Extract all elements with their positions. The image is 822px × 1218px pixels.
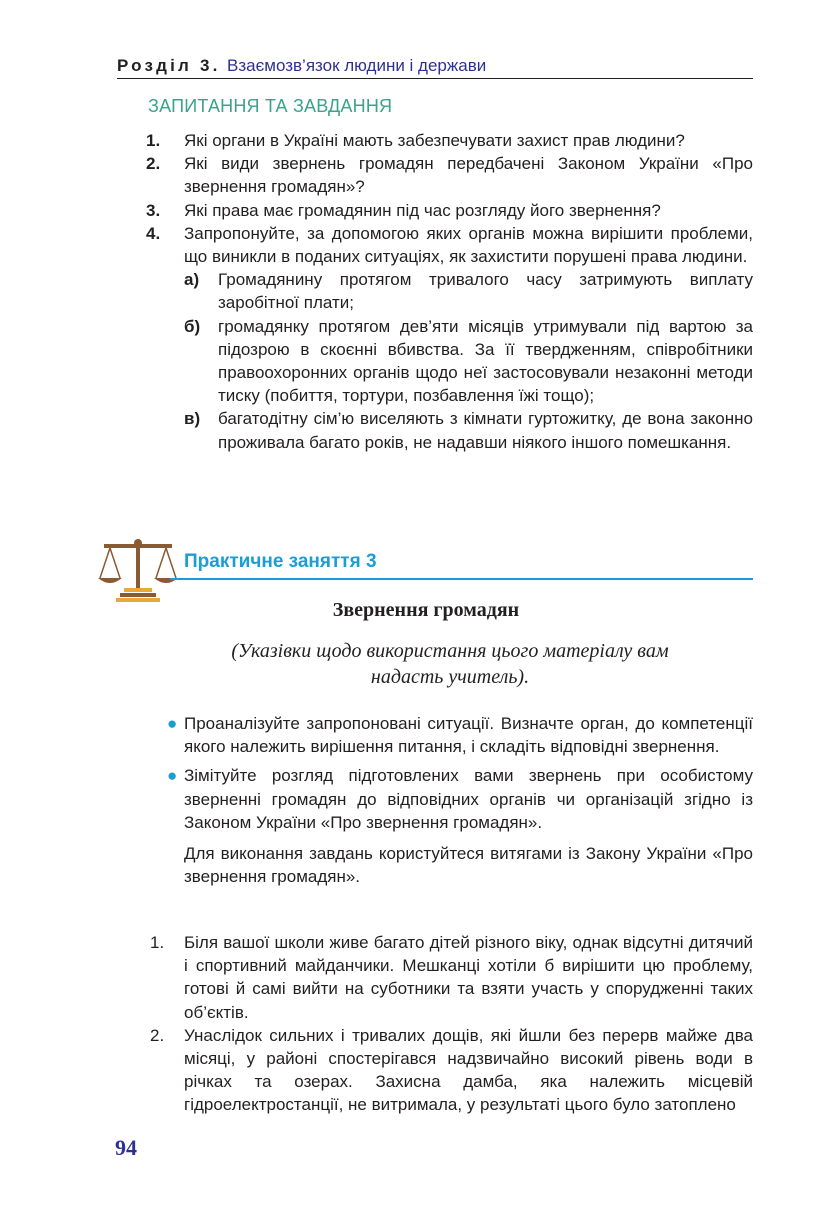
question-text: Які органи в Україні мають забезпечувати захист прав людини? xyxy=(184,131,685,150)
situation-number: 2. xyxy=(150,1025,165,1045)
question-number: 4. xyxy=(146,223,161,243)
question-item xyxy=(146,129,753,152)
situations-list xyxy=(146,931,753,1117)
subquestion-text: громадянку протягом дев’яти місяців утримували під вартою за підозрою в скоєнні вбивства. За її твердженням, співробітники правоохоронних органів щодо неї застосовували незаконні методи тиску (побиття, тортури, позбавлення їжі тощо); xyxy=(218,316,753,406)
section-label: Розділ 3. xyxy=(117,56,221,75)
instruction-paragraph: Для виконання завдань користуйтеся витягами із Закону України «Про звернення громадян». xyxy=(184,844,753,887)
running-header xyxy=(117,52,753,79)
questions-heading: ЗАПИТАННЯ ТА ЗАВДАННЯ xyxy=(148,96,393,116)
question-item xyxy=(146,222,753,454)
subquestion-item xyxy=(184,315,753,408)
subquestion-text: багатодітну сім’ю виселяють з кімнати гуртожитку, де вона законно проживала багато років, не надавши ніякого іншого помешкання. xyxy=(218,409,753,452)
bullet-dot-icon: ● xyxy=(167,714,178,733)
subquestion-item xyxy=(184,268,753,314)
situation-number: 1. xyxy=(150,933,165,952)
practice-divider xyxy=(170,578,753,580)
question-number: 3. xyxy=(146,200,161,220)
bullet-text: Зімітуйте розгляд підготовлених вами звернень при особистому зверненні громадян до відповідних органів чи організацій згідно із Законом України «Про звернення громадян». xyxy=(184,766,753,832)
subquestion-text: Громадянину протягом тривалого часу затримують виплату заробітної плати; xyxy=(218,270,753,313)
question-item xyxy=(146,199,753,222)
subquestion-item xyxy=(184,407,753,453)
bullet-item xyxy=(166,712,753,758)
question-text: Запропонуйте, за допомогою яких органів можна вирішити проблеми, що виникли в поданих ситуаціях, як захистити порушені права людини. xyxy=(184,223,753,267)
practice-heading: Звернення громадян xyxy=(332,599,520,621)
question-item xyxy=(146,152,753,198)
questions-list xyxy=(146,129,753,454)
situation-text: Унаслідок сильних і тривалих дощів, які йшли без перерв майже два місяці, у районі спостерігався надзвичайно високий рівень води в річках та озерах. Захисна дамба, яка належить місцевій гідроелектростанції, не витримала, у результаті цього було затоплено xyxy=(184,1025,753,1115)
bullet-item xyxy=(166,764,753,834)
bullet-text: Проаналізуйте запропоновані ситуації. Визначте орган, до компетенції якого належить вирішення питання, і складіть відповідні звернення. xyxy=(184,714,753,757)
practice-title: Практичне заняття 3 xyxy=(184,551,377,572)
question-number: 2. xyxy=(146,154,161,174)
situation-item xyxy=(146,931,753,1024)
bullet-list xyxy=(166,712,753,888)
subquestion-letter: в) xyxy=(184,409,201,429)
page-number: 94 xyxy=(115,1135,137,1160)
scales-of-justice-icon xyxy=(96,538,180,602)
situation-item xyxy=(146,1024,753,1117)
section-title: Взаємозв’язок людини і держави xyxy=(227,56,487,75)
situation-text: Біля вашої школи живе багато дітей різного віку, однак відсутні дитячий і спортивний майданчики. Мешканці хотіли б вирішити цю проблему, готові й самі вийти на суботники та взяти участь у спорудженні таких об’єктів. xyxy=(184,933,753,1022)
question-text: Які види звернень громадян передбачені Законом України «Про звернення громадян»? xyxy=(184,154,753,197)
subquestion-letter: б) xyxy=(184,316,201,336)
question-number: 1. xyxy=(146,131,161,150)
teacher-note: (Указівки щодо використання цього матеріалу вам надасть учитель). xyxy=(231,640,669,688)
bullet-dot-icon: ● xyxy=(167,766,178,786)
subquestion-letter: а) xyxy=(184,270,200,290)
question-text: Які права має громадянин під час розгляду його звернення? xyxy=(184,200,661,220)
